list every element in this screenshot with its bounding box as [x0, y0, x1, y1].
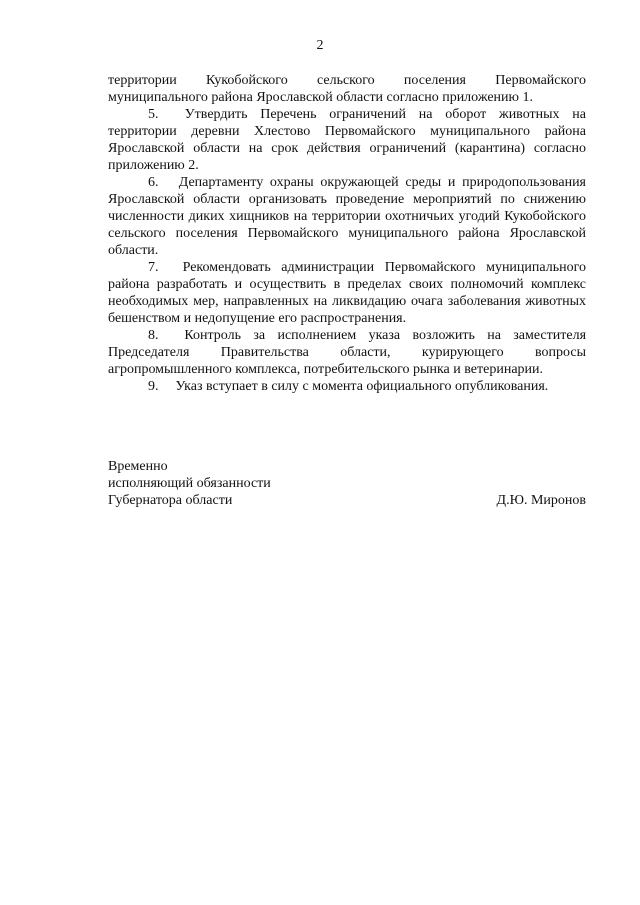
item-text: Департаменту охраны окружающей среды и природопользования Ярославской области организовать проведение мероприятий по снижению численности диких хищников на территории охотничьих угодий Кукобойского сельского поселения Первомайского муниципального района Ярославской области. — [108, 175, 586, 258]
item-number: 6. — [148, 175, 159, 190]
decree-item-7 — [108, 259, 586, 327]
continuation-paragraph: территории Кукобойского сельского поселения Первомайского муниципального района Ярославской области согласно приложению 1. — [108, 73, 586, 105]
signature-block — [108, 458, 586, 509]
signatory-name: Д.Ю. Миронов — [496, 493, 586, 508]
decree-item-6 — [108, 174, 586, 259]
item-number: 8. — [148, 328, 159, 343]
decree-item-8 — [108, 327, 586, 378]
signature-title-line-3: Губернатора области — [108, 493, 233, 508]
item-number: 7. — [148, 260, 159, 275]
item-number: 5. — [148, 107, 159, 122]
signature-title-row — [108, 492, 586, 509]
page-number: 2 — [316, 38, 324, 53]
item-text: Утвердить Перечень ограничений на оборот животных на территории деревни Хлестово Первомайского муниципального района Ярославской области на срок действия ограничений (карантина) согласно приложению 2. — [108, 107, 586, 173]
signature-title-line-1: Временно — [108, 459, 168, 474]
item-number: 9. — [148, 379, 159, 394]
signature-title-line-2: исполняющий обязанности — [108, 476, 271, 491]
item-text: Рекомендовать администрации Первомайского муниципального района разработать и осуществить в пределах своих полномочий комплекс необходимых мер, направленных на ликвидацию очага заболевания животных бешенством и недопущение его распространения. — [108, 260, 586, 326]
decree-body — [108, 72, 586, 395]
item-text: Контроль за исполнением указа возложить на заместителя Председателя Правительства области, курирующего вопросы агропромышленного комплекса, потребительского рынка и ветеринарии. — [108, 328, 587, 377]
item-text: Указ вступает в силу с момента официального опубликования. — [175, 379, 549, 394]
decree-item-5 — [108, 106, 586, 174]
decree-item-9 — [108, 378, 586, 395]
